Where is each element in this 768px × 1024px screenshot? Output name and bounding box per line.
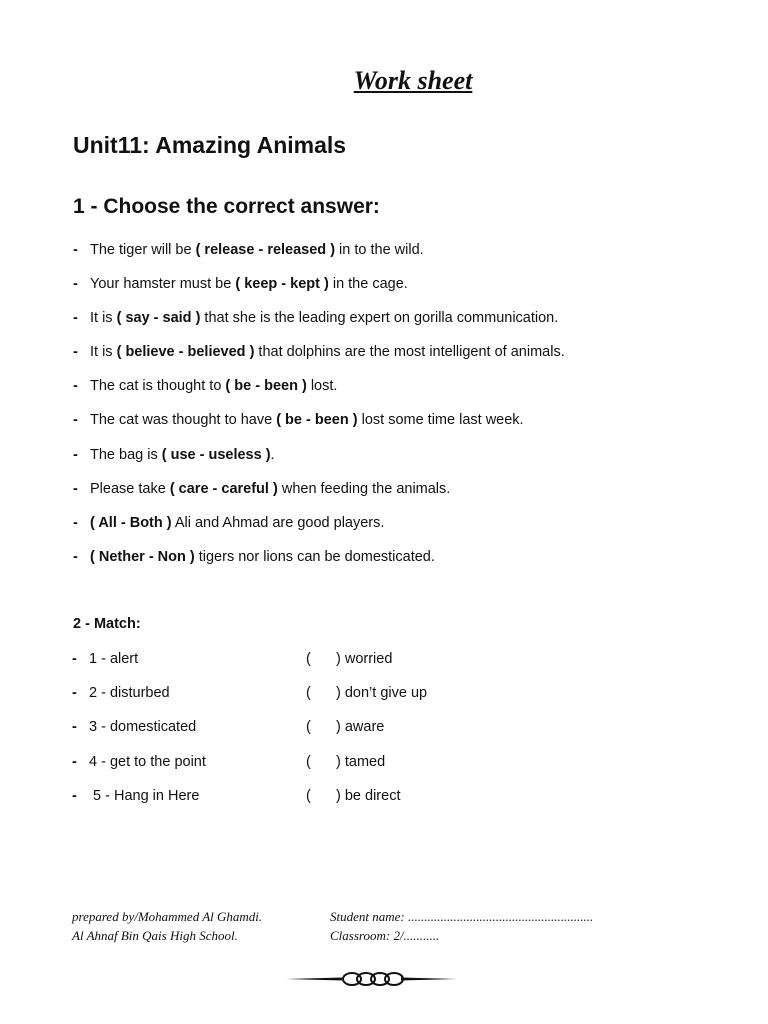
bullet-dash: -: [72, 651, 77, 667]
choose-answer-list: [73, 239, 565, 580]
sentence-end: tigers nor lions can be domesticated.: [194, 548, 435, 565]
match-definition: [306, 648, 392, 670]
match-term-text: 4 - get to the point: [89, 753, 206, 770]
answer-blank: (: [306, 651, 311, 667]
section1-heading: 1 - Choose the correct answer:: [73, 195, 380, 218]
answer-blank: (: [306, 787, 311, 804]
sentence-end: in the cage.: [328, 276, 408, 293]
match-row: [72, 716, 492, 750]
match-definition-text: ) don’t give up: [336, 685, 428, 702]
footer-student: [330, 907, 593, 945]
list-item: [73, 239, 565, 273]
list-item: [73, 307, 565, 341]
match-term: [72, 751, 206, 773]
match-term: [72, 682, 170, 704]
worksheet-title: Work sheet: [353, 66, 473, 95]
sentence-end: lost some time last week.: [357, 412, 524, 429]
list-item: [73, 478, 565, 512]
answer-options: ( All - Both ): [90, 514, 172, 531]
sentence-start: It is: [90, 310, 117, 327]
answer-options: ( care - careful ): [169, 480, 278, 497]
bullet-dash: -: [73, 242, 78, 258]
answer-options: ( believe - believed ): [116, 344, 255, 361]
bullet-dash: -: [72, 753, 77, 770]
sentence-end: that she is the leading expert on gorilla communication.: [200, 310, 559, 327]
sentence-start: Your hamster must be: [90, 276, 236, 293]
match-term: [72, 716, 196, 738]
match-term-text: 1 - alert: [89, 651, 139, 667]
match-term: [72, 785, 199, 807]
sentence-end: .: [270, 446, 275, 463]
bullet-dash: -: [73, 276, 78, 293]
sentence-start: Please take: [90, 480, 170, 497]
prepared-by: prepared by/Mohammed Al Ghamdi.: [72, 909, 263, 924]
list-item: [73, 546, 565, 580]
list-item: [73, 375, 565, 409]
answer-blank: (: [306, 753, 311, 770]
list-item: [73, 341, 565, 375]
match-row: [72, 648, 492, 682]
match-list: [72, 648, 492, 819]
match-term-text: 5 - Hang in Here: [89, 787, 200, 804]
match-term: [72, 648, 138, 670]
sentence-end: that dolphins are the most intelligent of animals.: [254, 344, 565, 361]
answer-blank: (: [306, 719, 311, 736]
bullet-dash: -: [72, 787, 77, 804]
sentence-start: The tiger will be: [90, 242, 196, 258]
list-item: [73, 409, 565, 443]
bullet-dash: -: [73, 446, 78, 463]
answer-options: ( use - useless ): [161, 446, 271, 463]
bullet-dash: -: [73, 344, 78, 361]
answer-blank: (: [306, 685, 311, 702]
answer-options: ( Nether - Non ): [90, 548, 195, 565]
match-definition-text: ) aware: [336, 719, 385, 736]
bullet-dash: -: [73, 514, 78, 531]
match-row: [72, 682, 492, 716]
answer-options: ( release - released ): [195, 242, 336, 258]
sentence-start: It is: [90, 344, 117, 361]
sentence-start: The bag is: [90, 446, 162, 463]
sentence-start: The cat is thought to: [90, 378, 226, 395]
sentence-start: The cat was thought to have: [90, 412, 277, 429]
bullet-dash: -: [73, 310, 78, 327]
answer-options: ( be - been ): [276, 412, 358, 429]
footer-author: [72, 907, 262, 945]
bullet-dash: -: [72, 719, 77, 736]
answer-options: ( keep - kept ): [235, 276, 329, 293]
match-definition: [306, 716, 384, 738]
bullet-dash: -: [73, 378, 78, 395]
classroom-field: Classroom: 2/...........: [330, 928, 440, 943]
match-definition-text: ) tamed: [336, 753, 386, 770]
unit-heading: Unit11: Amazing Animals: [73, 132, 347, 158]
school-name: Al Ahnaf Bin Qais High School.: [72, 928, 238, 943]
sentence-end: when feeding the animals.: [277, 480, 451, 497]
match-definition-text: ) be direct: [336, 787, 401, 804]
match-row: [72, 785, 492, 819]
list-item: [73, 444, 565, 478]
sentence-end: lost.: [306, 378, 338, 395]
section2-heading: 2 - Match:: [73, 616, 141, 632]
answer-options: ( say - said ): [116, 310, 201, 327]
bullet-dash: -: [73, 480, 78, 497]
bullet-dash: -: [73, 412, 78, 429]
list-item: [73, 273, 565, 307]
match-definition-text: ) worried: [336, 651, 393, 667]
bullet-dash: -: [72, 685, 77, 702]
sentence-end: in to the wild.: [335, 242, 424, 258]
match-term-text: 3 - domesticated: [89, 719, 197, 736]
answer-options: ( be - been ): [225, 378, 307, 395]
match-row: [72, 751, 492, 785]
match-term-text: 2 - disturbed: [89, 685, 170, 702]
match-definition: [306, 751, 385, 773]
bullet-dash: -: [73, 548, 78, 565]
match-definition: [306, 785, 400, 807]
student-name-field: Student name: .........................................................: [330, 909, 594, 924]
sentence-end: Ali and Ahmad are good players.: [171, 514, 385, 531]
match-definition: [306, 682, 427, 704]
decorative-divider-icon: [284, 966, 459, 992]
list-item: [73, 512, 565, 546]
